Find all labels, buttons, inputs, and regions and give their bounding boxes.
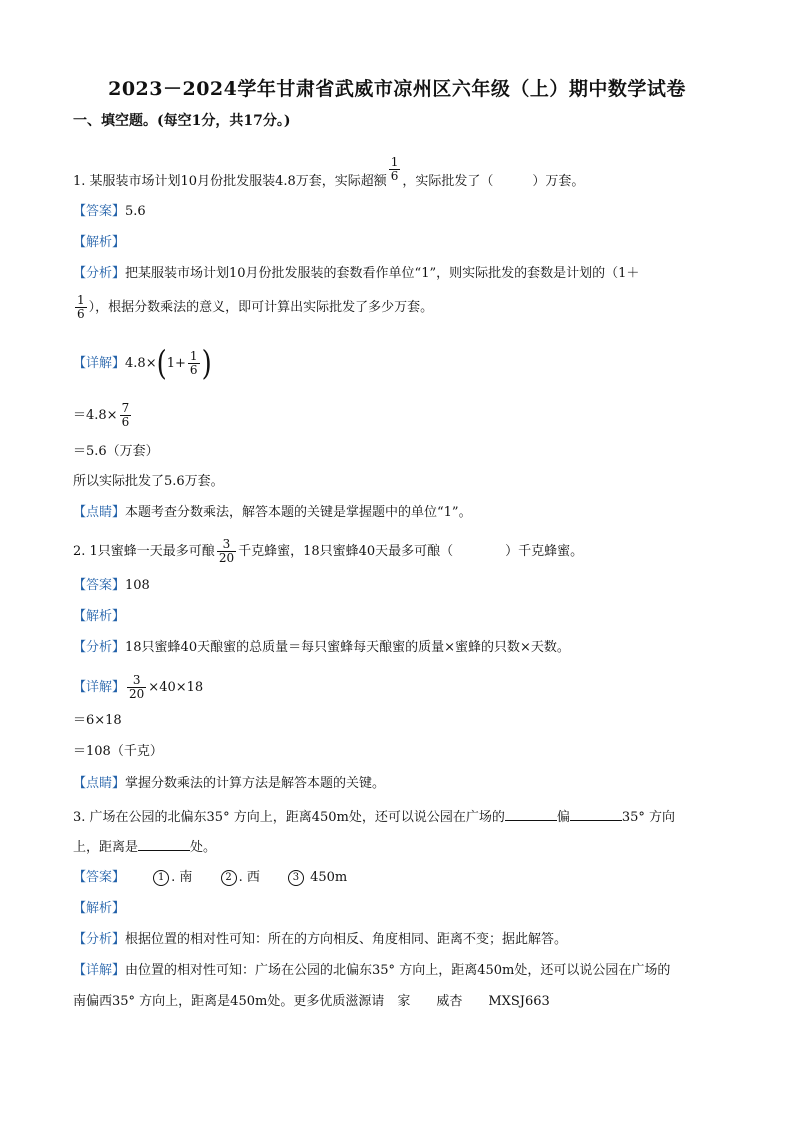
q1-conclusion: 所以实际批发了5.6万套。 [73, 474, 224, 489]
q2-fraction: $\frac{3}{20}$ [218, 537, 235, 565]
q1-step2: ＝4.8× $\frac{7}{6}$ [73, 401, 130, 429]
q3-answer: 【答案】 1 . 南 2 . 西 3 450m [73, 870, 348, 885]
q2-answer: 【答案】108 [73, 578, 150, 593]
q3-stem-line2: 上，距离是 处。 [73, 836, 216, 858]
q1-analysis-line1: 【分析】把某服装市场计划10月份批发服装的套数看作单位“1”，则实际批发的套数是计划的（1＋ [73, 266, 640, 281]
q2-stem: 2. 1只蜜蜂一天最多可酿 $\frac{3}{20}$ 千克蜂蜜，18只蜜蜂40天最多可酿（ ）千克蜂蜜。 [73, 537, 584, 565]
q1-step2-fraction: $\frac{7}{6}$ [121, 401, 130, 429]
q1-analysis-heading: 【解析】 [73, 235, 126, 250]
q1-stem: 1. 某服装市场计划10月份批发服装4.8万套，实际超额 $\frac{1}{6}$ ，实际批发了（ ）万套。 [73, 155, 585, 189]
q2-step3: ＝108（千克） [73, 744, 163, 759]
q1-answer: 【答案】5.6 [73, 204, 146, 219]
q3-answer-item-2: 2 . 西 [221, 870, 260, 885]
q1-analysis-line2: $\frac{1}{6}$ ），根据分数乘法的意义，即可计算出实际批发了多少万套。 [77, 293, 434, 321]
q1-comment: 【点睛】本题考查分数乘法，解答本题的关键是掌握题中的单位“1”。 [73, 505, 472, 520]
q2-step2: ＝6×18 [73, 713, 122, 728]
q2-comment: 【点睛】掌握分数乘法的计算方法是解答本题的关键。 [73, 776, 386, 791]
q2-analysis: 【分析】18只蜜蜂40天酿蜜的总质量＝每只蜜蜂每天酿蜜的质量×蜜蜂的只数×天数。 [73, 640, 570, 655]
q3-analysis-heading: 【解析】 [73, 901, 126, 916]
q3-blank-1 [505, 806, 557, 821]
q3-blank-3 [138, 836, 190, 851]
q2-detail-line: 【详解】 $\frac{3}{20}$ ×40×18 [73, 673, 204, 701]
section-heading: 一、填空题。(每空1分，共17分。) [73, 113, 291, 129]
q3-stem-line1: 3. 广场在公园的北偏东35° 方向上，距离450m处，还可以说公园在广场的 偏 35° 方向 [73, 806, 675, 828]
q3-detail-line1: 【详解】由位置的相对性可知：广场在公园的北偏东35° 方向上，距离450m处，还可以说公园在广场的 [73, 963, 671, 978]
q3-analysis: 【分析】根据位置的相对性可知：所在的方向相反、角度相同、距离不变；据此解答。 [73, 932, 568, 947]
q2-analysis-heading: 【解析】 [73, 609, 126, 624]
q3-blank-2 [570, 806, 622, 821]
q1-detail-fraction: $\frac{1}{6}$ [189, 349, 198, 377]
page-title: 2023－2024学年甘肃省武威市凉州区六年级（上）期中数学试卷 [108, 78, 686, 100]
q1-fraction: $\frac{1}{6}$ [390, 155, 399, 183]
q2-detail-fraction: $\frac{3}{20}$ [129, 673, 145, 701]
q3-answer-item-3: 3 450m [288, 870, 347, 885]
q3-detail-line2: 南偏西35° 方向上，距离是450m处。更多优质滋源请 家 威杏 MXSJ663 [73, 994, 550, 1009]
q1-analysis-fraction: $\frac{1}{6}$ [77, 293, 85, 321]
q3-answer-item-1: 1 . 南 [153, 870, 192, 885]
q1-detail-line: 【详解】4.8×(1+ $\frac{1}{6}$ ) [73, 344, 212, 383]
q1-step3: ＝5.6（万套） [73, 444, 159, 459]
